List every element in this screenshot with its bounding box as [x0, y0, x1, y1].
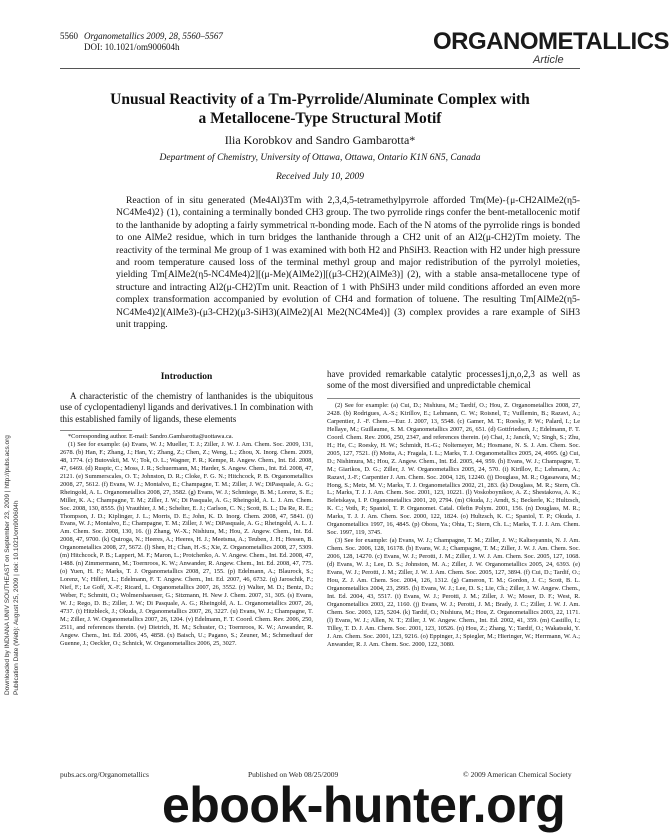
right-column-paragraph: have provided remarkable catalytic processes1j,n,o,2,3 as well as some of the most diversified and unpredictable chemical: [327, 369, 580, 391]
received-date: Received July 10, 2009: [275, 172, 365, 182]
footnote-rule: [60, 430, 132, 431]
intro-text: A characteristic of the chemistry of lanthanides is the ubiquitous use of cyclopentadienyl ligands and derivatives.1 In combination with this established family of ligands, these elements: [60, 391, 313, 424]
footer-copyright: © 2009 American Chemical Society: [463, 770, 572, 779]
watermark: ebook-hunter.org: [162, 777, 566, 833]
footer-journal-url[interactable]: pubs.acs.org/Organometallics: [60, 770, 149, 779]
page-number: 5560: [60, 31, 78, 41]
doi-link[interactable]: DOI: 10.1021/om900604h: [84, 42, 180, 52]
download-stamp-line2: Publication Date (Web): August 25, 2009 | doi: 10.1021/om900604h: [13, 500, 20, 695]
footnotes-left: [60, 433, 313, 648]
article-title-line2: a Metallocene-Type Structural Motif: [198, 110, 442, 127]
article-title-line1: Unusual Reactivity of a Tm-Pyrrolide/Aluminate Complex with: [110, 91, 530, 108]
footnotes-right: [327, 402, 580, 649]
footnote-rule-right: [327, 398, 580, 399]
abstract-text: Reaction of in situ generated (Me4Al)3Tm with 2,3,4,5-tetramethylpyrrole afforded Tm(Me)-{μ-CH2AlMe2(η5-NC4Me4)2} (1), containing a terminally bonded CH3 group. The two pyrrolide rings confer the bent-metallocenic motif to the lanthanide by adopting a fairly symmetrical π-bonding mode. Each of the N atoms of the pyrrolide rings is bonded to one AlMe2 residue, which in turn bridges the lanthanide through a CH2 unit of an Al2(μ-CH2)Tm moiety. The reactivity of the terminal Me group of 1 was examined with both H2 and PhSiH3. Reaction with H2 under high pressure and room temperature caused loss of the terminal methyl group and major redistribution of the pyrrolyl moieties, yielding Tm[AlMe2(η5-NC4Me4)2][(μ-Me)(AlMe2)][(μ3-CH2)(AlMe3)] (2), with a stable ansa-metallocene type of structure and intracting Al2(μ-CH2)Tm unit. Reaction of 1 with PhSiH3 under mild conditions afforded an even more complex transformation accompanied by evolution of CH4 and formation of toluene. The resulting Tm[AlMe2(η5-NC4Me4)2](AlMe3)-(μ3-CH2)(μ3-SiH3)(AlMe2)[Al Me2(NC4Me4)] (3) complex provides a rare example of SiH3 unit trapping.: [116, 195, 580, 331]
reference-2: (2) See for example: (a) Cui, D.; Nishiura, M.; Tardif, O.; Hou, Z. Organometallics 2008, 27, 2428. (b) Rodrigues, A.-S.; Kirillov, E.; Lehmann, C. W.; Roisnel, T.; Vuillemin, B.; Razavi, A.; Carpentier, J. -F. Chem.—Eur. J. 2007, 13, 5548. (c) Gamer, M. T.; Roesky, P. W.; Palard, I.; Le Hellaye, M.; Guillaume, S. M. Organometallics 2007, 26, 651. (d) Gottfriedsen, J.; Edelmann, F. T. Coord. Chem. Rev. 2006, 250, 2347, and references therein. (e) Chai, J.; Jancik, V.; Singh, S.; Zhu, H.; He, C.; Roesky, H. W.; Schmidt, H.-G.; Noltemeyer, M.; Hosmane, N. S. J. Am. Chem. Soc. 2005, 127, 7521. (f) Motta, A.; Fragala, I. L.; Marks, T. J. Organometallics 2005, 24, 4995. (g) Cui, D.; Nishimura, M.; Hou, Z. Angew. Chem., Int. Ed. 2005, 44, 959. (h) Evans, W. J.; Champagne, T. M.; Giarikos, D. G.; Ziller, J. W. Organometallics 2005, 24, 570. (i) Kirillov, E.; Lehmann, A.; Razavi, J.-F.; Carpentier J. Am. Chem. Soc. 2004, 126, 12240. (j) Douglass, M. R.; Ogasawara, M.; Hong, S.; Metz, M. V.; Marks, T. J. Organometallics 2002, 21, 283. (k) Douglass, M. R.; Stern, Ch. L.; Marks, T. J. J. Am. Chem. Soc. 2001, 123, 10221. (l) Voskoboynikov, A. Z.; Shestakova, A. K.; Beletskaya, I. P. Organometallics 2001, 20, 2794. (m) Okuda, J.; Arndt, S.; Beckerle, K.; Hultzsch, K. C.; Voth, P.; Spaniol, T. P. Organomet. Catal. Olefin Polym. 2001, 156. (n) Douglass, M. R.; Marks, T. J. J. Am. Chem. Soc. 2000, 122, 1824. (o) Hultzsch, K. C.; Spaniol, T. P.; Okuda, J. Organometallics 1997, 16, 4845. (p) Obora, Ya.; Ohta, T.; Stern, Ch. L.; Marks, T. J. J. Am. Chem. Soc. 1997, 119, 3745.: [327, 402, 580, 537]
download-stamp-line1: Downloaded by INDIANA UNIV SOUTHEAST on September 23, 2009 | http://pubs.acs.org: [4, 435, 11, 695]
journal-citation: Organometallics 2009, 28, 5560–5567: [84, 31, 223, 41]
affiliation: Department of Chemistry, University of Ottawa, Ottawa, Ontario K1N 6N5, Canada: [159, 153, 481, 163]
intro-paragraph: [60, 391, 313, 425]
header-rule: [60, 68, 580, 69]
article-title: [60, 90, 580, 128]
reference-1: (1) See for example: (a) Evans, W. J.; Mueller, T. J.; Ziller, J. W. J. Am. Chem. Soc. 2009, 131, 2678. (b) Han, F.; Zhang, J.; Han, Y.; Zhang, Z.; Chen, Z.; Weng, L.; Zhou, X. Inorg. Chem. 2009, 48, 1774. (c) Butovskii, M. V.; Tok, O. L.; Wagner, F. R.; Kempe, R. Angew. Chem., Int. Ed. 2008, 47, 6469. (d) Ruspic, C.; Moss, J. R.; Schuermann, M.; Harder, S. Angew. Chem., Int. Ed. 2008, 47, 2121. (e) Summerscales, O. T.; Johnston, D. R.; Cloke, F. G. N.; Hitchcock, P. B. Organometallics 2008, 27, 5612. (f) Evans, W. J.; Montalvo, E.; Champagne, T. M.; Ziller, J. W.; DiPasquale, A. G.; Rheingold, A. L. Organometallics 2008, 27, 3582. (g) Evans, W. J.; Schmiege, B. M.; Lorenz, S. E.; Miller, K. A.; Champagne, T. M.; Ziller, J. W.; Di Pasquale, A. G.; Rheingold, A. L. J. Am. Chem. Soc. 2008, 130, 8555. (h) Vrauthier, J. M.; Schelter, E. J.; Carlson, C. N.; Scott, B. L.; Da Re, R. E.; Thompson, J. D.; Kiplinger, J. L.; Morris, D. E.; John, K. D. Inorg. Chem. 2008, 47, 5841. (i) Evans, W. J.; Montalvo, E.; Champagne, T. M.; Ziller, J. W.; DiPasquale, A. G.; Rheingold, A. L. J. Am. Chem. Soc. 2008, 130, 16. (j) Zhang, W.-X.; Nishiura, M.; Hou, Z. Angew. Chem., Int. Ed. 2008, 47, 9700. (k) Quiroga, N.; Heeres, A.; Heeres, H. J.; Meetsma, A.; Teuben, J. H.; Hessen, B. Organometallics 2008, 27, 5672. (l) Shen, H.; Chan, H.-S.; Xie, Z. Organometallics 2008, 27, 5309. (m) Hitchcock, P. B.; Lappert, M. F.; Maron, L.; Protchenko, A. V. Angew. Chem., Int. Ed. 2008, 47, 1488. (n) Zimmermann, M.; Toernroos, K. W.; Anwander, R. Angew. Chem., Int. Ed. 2008, 47, 775. (o) Yuen, H. F.; Marks, T. J. Organometallics 2008, 27, 155. (p) Edelmann, A.; Blaurock, S.; Lorenz, V.; Hilfert, L.; Edelmann, F. T. Angew. Chem., Int. Ed. 2007, 46, 6732. (q) Jaroschik, F.; Nief, F.; Le Goff, X.-F.; Ricard, L. Organometallics 2007, 26, 3552. (r) Walter, M. D.; Bentz, D.; Weber, F.; Schmitt, O.; Wolmershaeuser, G.; Sitzmann, H. New J. Chem. 2007, 31, 305. (s) Evans, W. J.; Rego, D. B.; Ziller, J. W.; Di Pasquale, A. G.; Rheingold, A. L. Organometallics 2007, 26, 4737. (t) Hitzbleck, J.; Okuda, J. Organometallics 2007, 26, 3227. (u) Evans, W. J.; Champagne, T. M.; Ziller, J. W. Organometallics 2007, 26, 1204. (v) Edelmann, F. T. Coord. Chem. Rev. 2006, 250, 2511, and references therein. (w) Dietrich, H. M.; Schuster, O.; Toernroos, K. W.; Anwander, R. Angew. Chem., Int. Ed. 2006, 45, 4858. (x) Baisch, U.; Pagano, S.; Zeuner, M.; Schmedtauf der Guenne, J.; Oeckler, O.; Schnick, W. Organometallics 2006, 25, 3027.: [60, 440, 313, 647]
abstract: [116, 195, 580, 331]
right-column-text: [327, 369, 580, 392]
corresponding-author-note: *Corresponding author. E-mail: Sandro.Gambarotta@uottawa.ca.: [68, 433, 234, 440]
author-list: Ilia Korobkov and Sandro Gambarotta*: [224, 133, 416, 147]
section-heading-introduction: Introduction: [160, 372, 213, 382]
journal-logo: ORGANOMETALLICS: [433, 28, 669, 55]
article-type-label: Article: [533, 54, 564, 66]
reference-3: (3) See for example: (a) Evans, W. J.; Champagne, T. M.; Ziller, J. W.; Kaltsoyannis, N. J. Am. Chem. Soc. 2006, 128, 16178. (b) Evans, W. J.; Champagne, T. M.; Ziller, J. W. J. Am. Chem. Soc. 2006, 128, 14270. (c) Evans, W. J.; Perotti, J. M.; Ziller, J. W. J. Am. Chem. Soc. 2005, 127, 1068. (d) Evans, W. J.; Lee, D. S.; Johnston, M. A.; Ziller, J. W. Organometallics 2005, 24, 6393. (e) Evans, W. J.; Perotti, J. M.; Ziller, J. W. J. Am. Chem. Soc. 2005, 127, 3894. (f) Cui, D.; Tardif, O.; Hou, Z. J. Am. Chem. Soc. 2004, 126, 1312. (g) Cameron, T. M.; Gordon, J. C.; Scott, B. L. Organometallics 2004, 23, 2995. (h) Evans, W. J.; Lee, D. S.; Lie, Ch.; Ziller, J. W. Angew. Chem., Int. Ed. 2004, 43, 5517. (i) Evans, W. J.; Perotti, J. M.; Ziller, J. W.; Moser, D. F.; West, R. Organometallics 2003, 22, 1160. (j) Evans, W. J.; Perotti, J. M.; Brady, J. C.; Ziller, J. W. J. Am. Chem. Soc. 2003, 125, 5204. (k) Tardif, O.; Nishiura, M.; Hou, Z. Organometallics 2003, 22, 1171. (l) Evans, W. J.; Allen, N. T.; Ziller, J. W. Angew. Chem., Int. Ed. 2002, 41, 359. (m) Castillo, I.; Tilley, T. D. J. Am. Chem. Soc. 2001, 123, 10526. (n) Hou, Z.; Zhang, Y.; Tardif, O.; Wakatsuki, Y. J. Am. Chem. Soc. 2001, 123, 9216. (o) Eppinger, J.; Spiegler, M.; Hieringer, W.; Herrmann, W. A.; Anwander, R. J. Am. Chem. Soc. 2000, 122, 3080.: [327, 537, 580, 648]
footer-publication-date: Published on Web 08/25/2009: [248, 770, 339, 779]
